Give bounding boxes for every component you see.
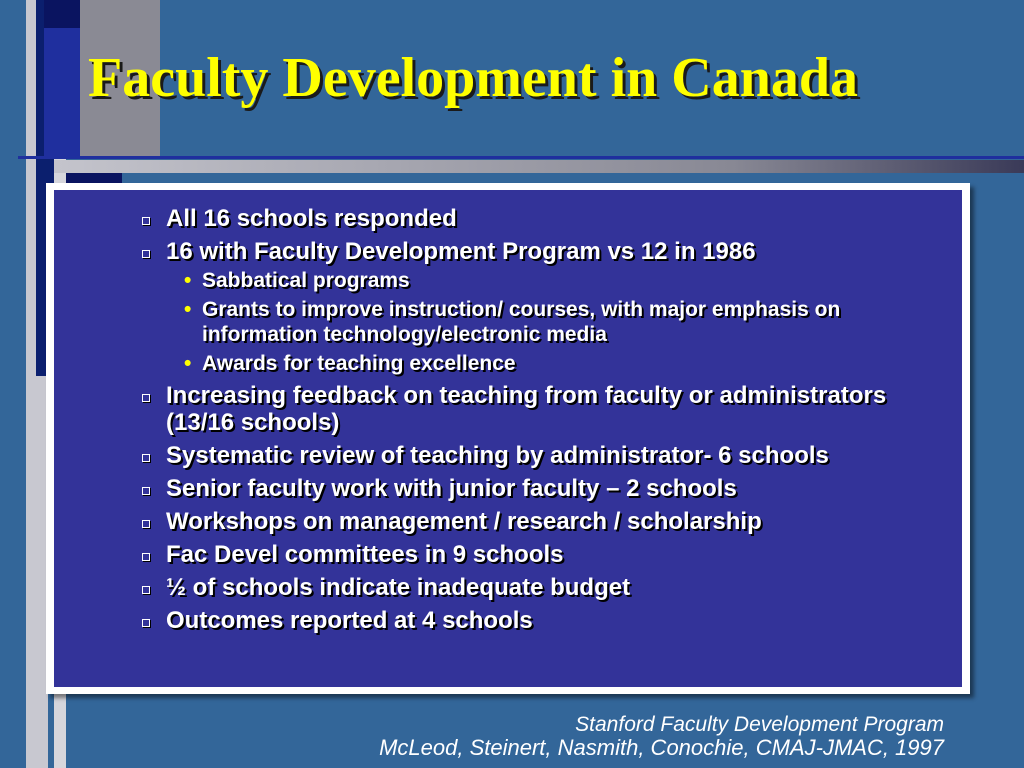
- sub-bullet-text: Awards for teaching excellence: [202, 352, 516, 375]
- decor-block-dark: [44, 0, 80, 28]
- decor-bar-gradient: [54, 160, 1024, 173]
- square-bullet-icon: [142, 394, 150, 402]
- bullet-item: [138, 508, 932, 535]
- citation-line-authors: McLeod, Steinert, Nasmith, Conochie, CMAJ-JMAC, 1997: [379, 735, 944, 760]
- sub-bullet-item: [184, 268, 932, 293]
- square-bullet-icon: [142, 553, 150, 561]
- bullet-text: Outcomes reported at 4 schools: [166, 607, 533, 634]
- bullet-text: Workshops on management / research / scholarship: [166, 508, 762, 535]
- citation-line-program: Stanford Faculty Development Program: [575, 713, 944, 736]
- dot-bullet-icon: •: [184, 352, 192, 375]
- dot-bullet-icon: •: [184, 269, 192, 292]
- bullet-item: [138, 607, 932, 634]
- bullet-list: [138, 205, 932, 640]
- bullet-text: 16 with Faculty Development Program vs 12 in 1986: [166, 238, 756, 265]
- bullet-text: Increasing feedback on teaching from faculty or administrators (13/16 schools): [166, 382, 887, 436]
- citation-footer: [379, 714, 944, 760]
- bullet-item: [138, 442, 932, 469]
- decor-line-horizontal: [18, 156, 1024, 159]
- bullet-item: [138, 541, 932, 568]
- content-panel: [46, 183, 970, 694]
- bullet-item: [138, 205, 932, 232]
- bullet-text: Systematic review of teaching by administrator- 6 schools: [166, 442, 829, 469]
- square-bullet-icon: [142, 250, 150, 258]
- square-bullet-icon: [142, 487, 150, 495]
- sub-bullet-item: [184, 351, 932, 376]
- bullet-item: [138, 574, 932, 601]
- sub-bullet-list: [166, 268, 932, 376]
- square-bullet-icon: [142, 586, 150, 594]
- bullet-item: [138, 475, 932, 502]
- sub-bullet-text: Sabbatical programs: [202, 269, 410, 292]
- square-bullet-icon: [142, 520, 150, 528]
- sub-bullet-item: [184, 297, 932, 347]
- dot-bullet-icon: •: [184, 298, 192, 321]
- bullet-text: Senior faculty work with junior faculty – 2 schools: [166, 475, 737, 502]
- bullet-text: Fac Devel committees in 9 schools: [166, 541, 564, 568]
- slide-title: Faculty Development in Canada: [88, 47, 858, 109]
- bullet-item: [138, 382, 932, 436]
- square-bullet-icon: [142, 217, 150, 225]
- bullet-text: All 16 schools responded: [166, 205, 457, 232]
- square-bullet-icon: [142, 454, 150, 462]
- sub-bullet-text: Grants to improve instruction/ courses, with major emphasis on information technology/electronic media: [202, 298, 841, 346]
- bullet-item: [138, 238, 932, 376]
- content-panel-inner: [54, 190, 962, 687]
- square-bullet-icon: [142, 619, 150, 627]
- bullet-text: ½ of schools indicate inadequate budget: [166, 574, 631, 601]
